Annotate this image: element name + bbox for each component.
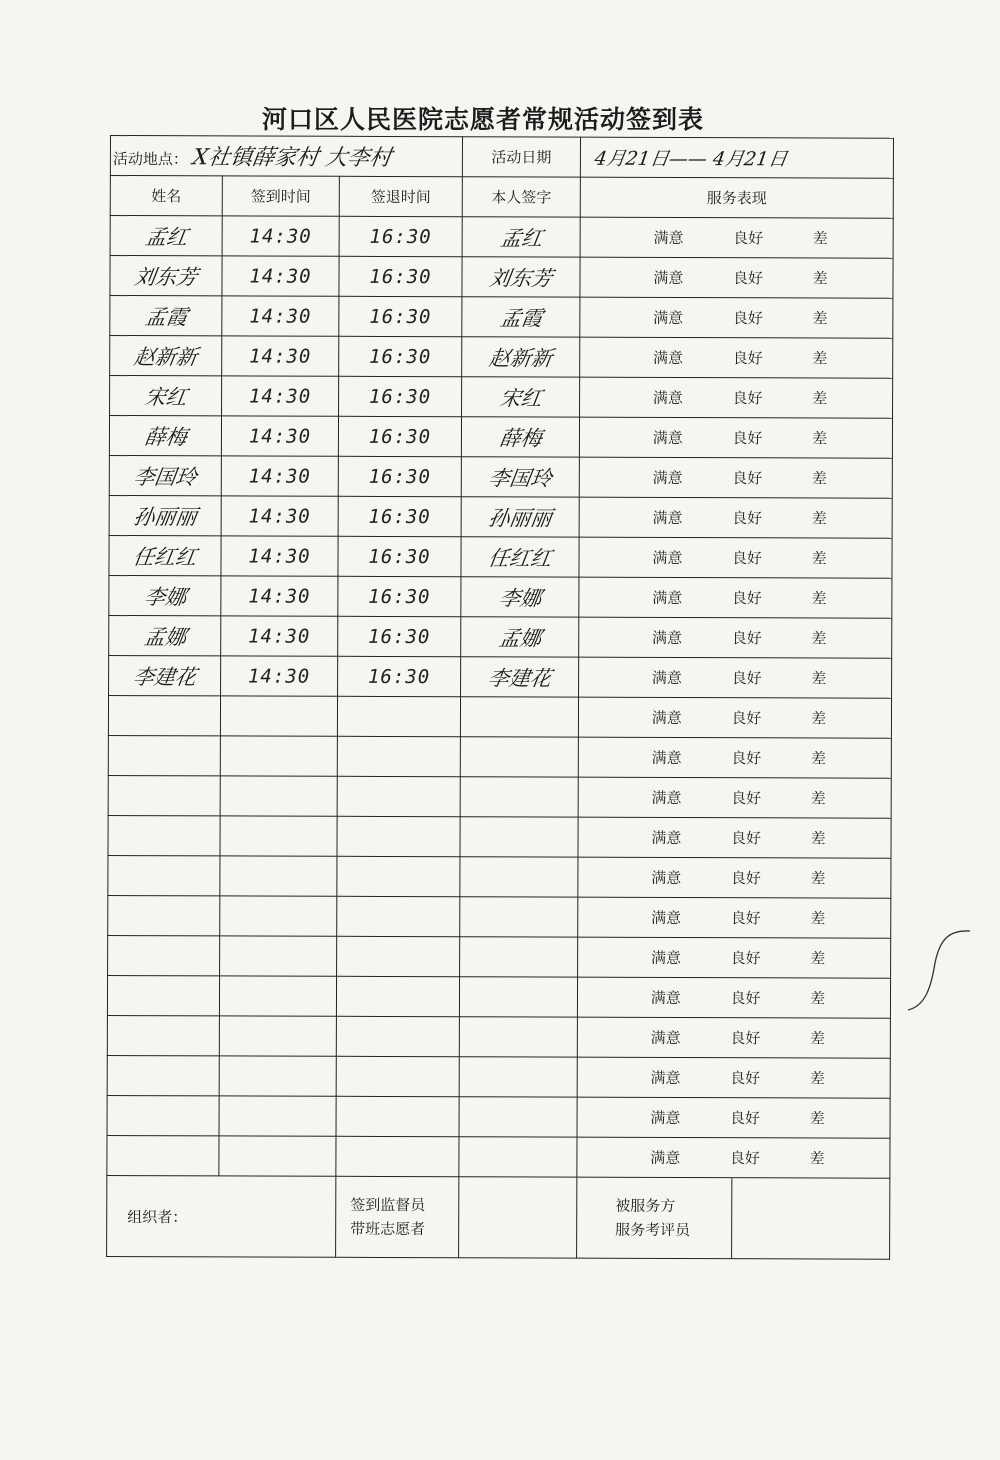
signature-cell <box>459 1017 577 1057</box>
sign-in-cell-text: 14:30 <box>247 664 311 688</box>
rating-option: 差 <box>812 309 828 328</box>
sign-out-cell <box>338 416 461 456</box>
rating-option: 满意 <box>652 588 683 608</box>
table-row <box>109 495 892 538</box>
sign-out-cell-text: 16:30 <box>369 305 432 328</box>
performance-cell <box>578 937 891 978</box>
table-row <box>107 975 890 1018</box>
sign-out-cell-text: 16:30 <box>368 625 431 648</box>
signature-cell <box>461 457 579 497</box>
sign-out-cell-text: 16:30 <box>368 505 431 528</box>
sign-in-cell <box>221 576 338 616</box>
signature-cell <box>461 577 579 617</box>
rating-option: 良好 <box>731 749 762 768</box>
rating-option: 差 <box>811 549 827 568</box>
table-row <box>107 1015 890 1058</box>
performance-cell <box>580 257 893 298</box>
rating-option: 良好 <box>731 669 762 688</box>
sign-out-cell <box>337 816 460 856</box>
performance-cell <box>577 1017 890 1058</box>
performance-cell <box>579 417 892 458</box>
name-cell-text: 任红红 <box>131 544 199 569</box>
served-line-2: 服务考评员 <box>615 1220 691 1240</box>
sign-in-cell-text: 14:30 <box>249 264 312 288</box>
table-row <box>108 895 891 938</box>
rating-option: 满意 <box>652 548 683 568</box>
name-cell <box>109 575 221 615</box>
performance-cell <box>578 817 891 858</box>
rating-option: 良好 <box>732 309 763 328</box>
performance-cell <box>579 457 892 498</box>
rating-option: 满意 <box>650 1028 681 1047</box>
sign-in-cell <box>222 376 339 416</box>
rating-option: 差 <box>810 789 826 808</box>
served-cell <box>577 1177 890 1259</box>
rating-option: 满意 <box>650 988 681 1007</box>
page-title: 河口区人民医院志愿者常规活动签到表 <box>262 105 705 134</box>
rating-option: 差 <box>809 1069 825 1088</box>
rating-option: 满意 <box>650 1148 681 1167</box>
name-cell <box>110 376 222 416</box>
sign-in-cell <box>222 216 339 256</box>
sign-in-cell-text: 14:30 <box>249 224 312 248</box>
signature-cell-text: 任红红 <box>486 545 554 571</box>
rating-option: 良好 <box>730 989 761 1008</box>
performance-cell <box>579 537 892 578</box>
sign-in-cell-text: 14:30 <box>248 464 311 488</box>
sign-in-cell <box>219 1096 336 1136</box>
sign-in-table <box>106 135 894 1260</box>
table-row <box>107 1095 890 1138</box>
name-cell-text: 李建花 <box>131 664 198 689</box>
rating-option: 差 <box>811 509 827 528</box>
table-row <box>109 535 892 578</box>
sign-out-cell <box>338 496 461 536</box>
sign-out-cell <box>338 656 461 696</box>
performance-cell <box>580 217 893 258</box>
sign-in-cell <box>221 456 338 496</box>
sign-in-cell <box>219 1056 336 1096</box>
table-row <box>108 855 891 898</box>
rating-option: 良好 <box>731 589 762 608</box>
sign-out-cell <box>336 1096 459 1136</box>
signature-cell <box>461 537 579 577</box>
signature-cell <box>460 737 578 777</box>
sign-in-cell <box>221 656 338 696</box>
sign-out-cell-text: 16:30 <box>367 665 431 688</box>
sign-out-cell-text: 16:30 <box>368 585 431 608</box>
performance-cell <box>577 977 890 1018</box>
performance-cell <box>579 657 892 698</box>
signature-cell-text: 孟霞 <box>498 305 544 331</box>
performance-cell <box>578 697 891 738</box>
name-cell <box>108 735 220 775</box>
signature-cell <box>460 897 578 937</box>
table-row <box>109 575 892 618</box>
name-cell <box>107 975 219 1015</box>
rating-option: 满意 <box>651 868 682 887</box>
name-cell <box>107 1015 219 1055</box>
sign-in-cell-text: 14:30 <box>249 344 312 368</box>
sign-in-cell <box>220 696 337 736</box>
rating-option: 差 <box>811 469 827 488</box>
rating-option: 良好 <box>732 349 763 368</box>
name-cell <box>107 1095 219 1135</box>
sign-out-cell-text: 16:30 <box>368 385 432 408</box>
signature-cell <box>461 417 579 457</box>
signature-cell <box>460 777 578 817</box>
sign-out-cell-text: 16:30 <box>369 345 432 368</box>
sign-out-cell-text: 16:30 <box>368 545 431 568</box>
signature-cell <box>462 217 580 257</box>
performance-cell <box>579 577 892 618</box>
served-sign-cell <box>732 1178 889 1259</box>
table-row <box>110 336 893 379</box>
table-row <box>110 376 893 419</box>
performance-cell <box>578 777 891 818</box>
rating-option: 良好 <box>732 429 763 448</box>
column-header-name: 姓名 <box>110 176 222 216</box>
organizer-label: 组织者： <box>107 1175 336 1257</box>
name-cell-text: 李国玲 <box>131 464 199 489</box>
sign-out-cell <box>339 256 462 296</box>
location-value: X社镇薛家村 大李村 <box>190 145 393 171</box>
sign-in-cell-text: 14:30 <box>248 424 312 448</box>
name-cell <box>107 1135 219 1175</box>
name-cell <box>110 336 222 376</box>
supervisor-sign-cell <box>459 1177 577 1258</box>
performance-cell <box>580 377 893 418</box>
sign-out-cell <box>337 776 460 816</box>
name-cell-text: 孙丽丽 <box>131 504 199 529</box>
rating-option: 良好 <box>731 789 762 808</box>
table-row <box>108 815 891 858</box>
rating-option: 良好 <box>731 829 762 848</box>
rating-option: 差 <box>811 709 827 728</box>
signature-cell-text: 赵新新 <box>487 345 554 371</box>
sign-out-cell <box>339 296 462 336</box>
signature-cell <box>459 977 577 1017</box>
name-cell <box>108 815 220 855</box>
performance-cell <box>578 897 891 938</box>
date-label: 活动日期 <box>462 137 580 177</box>
rating-option: 差 <box>809 1109 825 1128</box>
signature-cell <box>459 1137 577 1177</box>
rating-option: 满意 <box>650 1108 681 1127</box>
rating-option: 差 <box>810 749 827 768</box>
sign-in-cell-text: 14:30 <box>248 624 311 648</box>
rating-option: 良好 <box>732 469 763 488</box>
rating-option: 满意 <box>652 388 683 408</box>
signature-cell <box>460 937 578 977</box>
table-row <box>110 216 893 259</box>
name-cell <box>110 256 222 296</box>
footer-row <box>107 1175 890 1259</box>
sign-out-cell <box>339 376 462 416</box>
date-value: 4月21日—— 4月21日 <box>593 147 789 171</box>
rating-option: 满意 <box>651 828 682 847</box>
table-row <box>110 296 893 339</box>
table-row <box>109 455 892 498</box>
rating-option: 差 <box>811 629 827 648</box>
rating-option: 良好 <box>730 1109 761 1128</box>
table-row <box>107 1135 890 1178</box>
sign-out-cell-text: 16:30 <box>369 225 432 248</box>
sign-in-cell <box>220 896 337 936</box>
rating-option: 差 <box>812 229 828 248</box>
rating-option: 满意 <box>652 428 683 448</box>
sign-out-cell <box>337 696 460 736</box>
column-header-sign-out: 签退时间 <box>339 176 462 216</box>
table-row <box>109 655 892 698</box>
rating-option: 良好 <box>731 709 762 728</box>
sign-out-cell <box>337 736 460 776</box>
location-cell <box>110 136 462 177</box>
name-cell <box>107 1055 219 1095</box>
name-cell-text: 李娜 <box>142 584 188 609</box>
rating-option: 满意 <box>653 268 684 288</box>
sign-in-cell <box>220 936 337 976</box>
rating-option: 差 <box>811 589 827 608</box>
signature-cell-text: 刘东芳 <box>487 265 555 291</box>
rating-option: 满意 <box>651 788 682 807</box>
table-row <box>107 1055 890 1098</box>
sign-in-cell-text: 14:30 <box>248 504 311 528</box>
sign-in-cell-text: 14:30 <box>249 304 312 328</box>
rating-option: 良好 <box>732 269 764 288</box>
name-cell <box>109 455 221 495</box>
table-row <box>108 775 891 818</box>
supervisor-line-1: 签到监督员 <box>350 1195 426 1215</box>
performance-cell <box>577 1137 890 1178</box>
sign-out-cell <box>337 936 460 976</box>
signature-cell-text: 李娜 <box>497 585 543 611</box>
sign-in-cell <box>221 536 338 576</box>
rating-option: 满意 <box>650 1068 681 1087</box>
name-cell <box>109 655 221 695</box>
rating-option: 良好 <box>731 629 762 648</box>
sign-out-cell <box>336 1056 459 1096</box>
sign-in-cell <box>222 336 339 376</box>
column-header-signature: 本人签字 <box>462 177 580 217</box>
served-line-1: 被服务方 <box>615 1196 676 1215</box>
sign-out-cell <box>338 536 461 576</box>
rating-option: 良好 <box>730 1029 761 1048</box>
rating-option: 满意 <box>653 228 684 248</box>
performance-cell <box>577 1057 890 1098</box>
performance-cell <box>579 617 892 658</box>
name-cell <box>108 695 220 735</box>
sign-in-cell <box>222 296 339 336</box>
supervisor-line-2: 带班志愿者 <box>350 1219 426 1239</box>
sign-out-cell <box>336 1136 459 1176</box>
sign-out-cell <box>338 616 461 656</box>
sign-out-cell <box>338 576 461 616</box>
performance-cell <box>578 857 891 898</box>
rating-option: 满意 <box>651 708 682 727</box>
table-row <box>109 416 892 459</box>
sign-in-cell <box>219 1136 336 1176</box>
rating-option: 良好 <box>732 389 763 408</box>
signature-cell-text: 李国玲 <box>486 465 554 491</box>
signature-cell <box>460 697 578 737</box>
name-cell <box>108 775 220 815</box>
name-cell <box>109 535 221 575</box>
sign-out-cell <box>337 896 460 936</box>
sign-out-cell <box>337 856 460 896</box>
sign-in-cell <box>221 416 338 456</box>
rating-option: 满意 <box>652 468 683 488</box>
name-cell-text: 宋红 <box>142 384 189 409</box>
rating-option: 良好 <box>729 1149 760 1168</box>
rating-option: 满意 <box>653 308 684 328</box>
name-cell <box>109 495 221 535</box>
sign-out-cell-text: 16:30 <box>368 465 431 488</box>
signature-cell <box>462 297 580 337</box>
signature-cell <box>460 857 578 897</box>
sign-in-cell <box>221 496 338 536</box>
table-row <box>108 935 891 978</box>
signature-cell <box>462 257 580 297</box>
performance-cell <box>580 297 893 338</box>
name-cell-text: 孟霞 <box>142 304 189 329</box>
sign-out-cell <box>339 336 462 376</box>
signature-cell-text: 李建花 <box>486 665 553 691</box>
sign-in-cell-text: 14:30 <box>248 384 312 408</box>
performance-cell <box>580 337 893 378</box>
signature-cell-text: 孙丽丽 <box>486 505 554 531</box>
sign-in-cell <box>219 1016 336 1056</box>
signature-cell <box>461 617 579 657</box>
table-row <box>108 735 891 778</box>
rating-option: 满意 <box>651 748 682 767</box>
sign-in-cell <box>219 976 336 1016</box>
table-row <box>108 695 891 738</box>
supervisor-label <box>336 1176 459 1257</box>
performance-cell <box>577 1097 890 1138</box>
rating-option: 差 <box>809 1149 825 1168</box>
name-cell-text: 孟红 <box>143 224 189 249</box>
date-cell <box>580 137 893 178</box>
rating-option: 满意 <box>651 668 682 687</box>
rating-option: 满意 <box>650 948 682 967</box>
signature-cell <box>462 377 580 417</box>
rating-option: 满意 <box>653 348 684 368</box>
signature-cell-text: 宋红 <box>497 385 544 411</box>
sign-out-cell <box>336 1016 459 1056</box>
signature-cell <box>459 1097 577 1137</box>
sign-out-cell-text: 16:30 <box>369 265 432 288</box>
rating-option: 差 <box>809 1029 826 1048</box>
column-header-performance: 服务表现 <box>580 177 893 218</box>
rating-option: 差 <box>811 669 827 688</box>
rating-option: 差 <box>810 989 826 1008</box>
sign-in-cell <box>220 856 337 896</box>
rating-option: 良好 <box>730 1069 761 1088</box>
rating-option: 差 <box>812 349 828 368</box>
name-cell-text: 赵新新 <box>132 344 199 369</box>
name-cell <box>108 935 220 975</box>
signature-cell <box>460 817 578 857</box>
rating-option: 差 <box>810 949 826 968</box>
stray-pen-mark <box>905 928 975 1013</box>
rating-option: 满意 <box>652 628 683 647</box>
name-cell <box>108 895 220 935</box>
sign-in-cell <box>220 736 337 776</box>
signature-cell-text: 薛梅 <box>497 425 544 451</box>
rating-option: 差 <box>812 269 828 288</box>
location-row <box>110 136 893 179</box>
sign-in-cell <box>220 776 337 816</box>
rating-option: 差 <box>812 389 828 408</box>
column-header-row <box>110 176 893 219</box>
rating-option: 良好 <box>730 909 761 928</box>
rating-option: 良好 <box>730 949 761 968</box>
name-cell <box>108 855 220 895</box>
signature-cell <box>461 497 579 537</box>
location-label: 活动地点： <box>112 150 188 169</box>
signature-cell-text: 孟娜 <box>496 625 543 651</box>
rating-option: 差 <box>810 869 826 888</box>
rating-option: 差 <box>812 429 828 448</box>
sign-in-cell-text: 14:30 <box>248 544 311 568</box>
column-header-sign-in: 签到时间 <box>222 176 339 216</box>
sign-out-cell <box>338 456 461 496</box>
signature-cell <box>459 1057 577 1097</box>
sign-in-cell <box>220 816 337 856</box>
name-cell-text: 刘东芳 <box>132 264 200 289</box>
signature-cell <box>461 657 579 697</box>
name-cell <box>110 296 222 336</box>
rating-option: 满意 <box>651 908 682 927</box>
name-cell <box>109 416 221 456</box>
sign-out-cell <box>339 216 462 256</box>
sign-in-cell <box>221 616 338 656</box>
sign-out-cell <box>336 976 459 1016</box>
name-cell <box>109 615 221 655</box>
served-label <box>577 1178 732 1259</box>
rating-option: 良好 <box>732 509 763 528</box>
name-cell-text: 孟娜 <box>141 624 188 649</box>
rating-option: 差 <box>810 909 826 928</box>
name-cell-text: 薛梅 <box>142 424 189 449</box>
rating-option: 良好 <box>731 549 763 568</box>
rating-option: 满意 <box>652 508 683 528</box>
rating-option: 良好 <box>730 869 761 888</box>
performance-cell <box>578 737 891 778</box>
table-row <box>110 256 893 299</box>
sign-in-cell-text: 14:30 <box>248 584 311 608</box>
table-row <box>109 615 892 658</box>
rating-option: 差 <box>810 829 826 848</box>
signature-cell <box>462 337 580 377</box>
sign-in-cell <box>222 256 339 296</box>
sign-out-cell-text: 16:30 <box>368 425 432 448</box>
signature-cell-text: 孟红 <box>498 225 544 251</box>
name-cell <box>110 216 222 256</box>
performance-cell <box>579 497 892 538</box>
rating-option: 良好 <box>733 229 764 248</box>
